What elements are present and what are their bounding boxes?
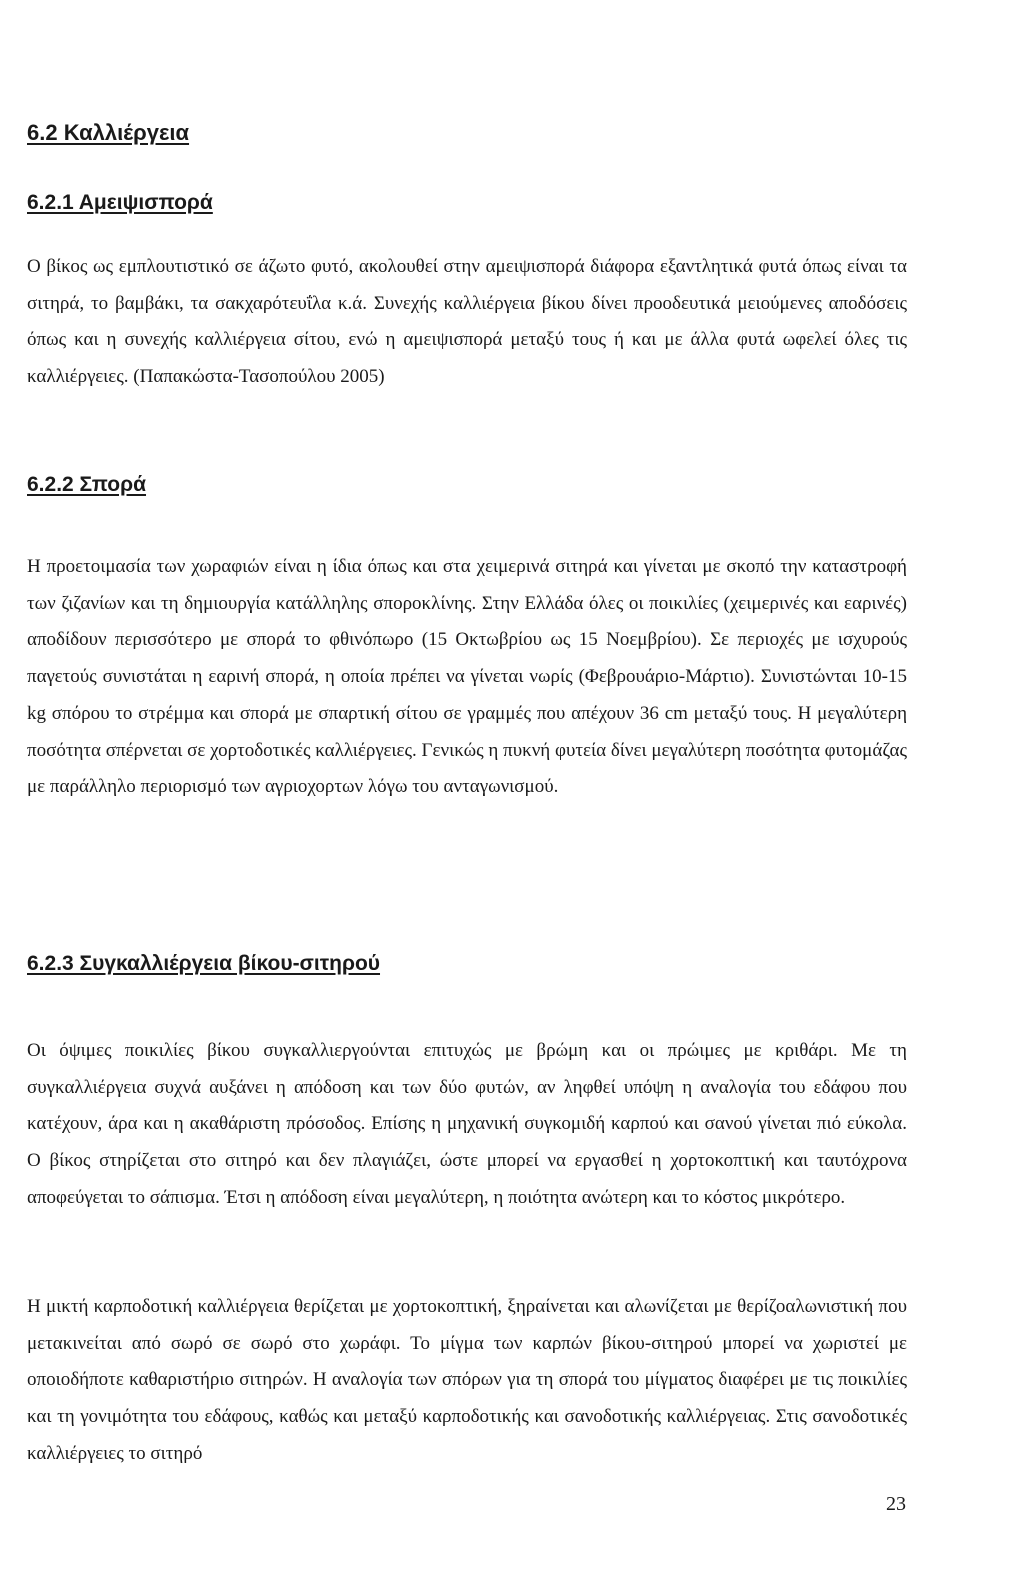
paragraph-sowing: Η προετοιμασία των χωραφιών είναι η ίδια όπως και στα χειμερινά σιτηρά και γίνεται με σκοπό την καταστροφή των ζιζανίων και τη δημιουργία κατάλληλης σποροκλίνης. Στην Ελλάδα όλες οι ποικιλίες (χειμερινές και εαρινές) αποδίδουν περισσότερο με σπορά το φθινόπωρο (15 Οκτωβρίου ως 15 Νοεμβρίου). Σε περιοχές με ισχυρούς παγετούς συνιστάται η εαρινή σπορά, η οποία πρέπει να γίνεται νωρίς (Φεβρουάριο-Μάρτιο). Συνιστώνται 10-15 kg σπόρου το στρέμμα και σπορά με σπαρτική σίτου σε γραμμές που απέχουν 36 cm μεταξύ τους. Η μεγαλύτερη ποσότητα σπέρνεται σε χορτοδοτικές καλλιέργειες. Γενικώς η πυκνή φυτεία δίνει μεγαλύτερη ποσότητα φυτομάζας με παράλληλο περιορισμό των αγριοχορτων λόγω του ανταγωνισμού.	[27, 556, 907, 798]
section-title: 6.2 Καλλιέργεια	[27, 120, 190, 145]
subsection-heading-crop-rotation: 6.2.1 Αμειψισπορά	[27, 191, 213, 214]
subsection-heading-sowing: 6.2.2 Σπορά	[27, 473, 147, 496]
paragraph-intercropping-harvest: Η μικτή καρποδοτική καλλιέργεια θερίζεται με χορτοκοπτική, ξηραίνεται και αλωνίζεται με θερίζοαλωνιστική που μετακινείται από σωρό σε σωρό στο χωράφι. Το μίγμα των καρπών βίκου-σιτηρού μπορεί να χωριστεί με οποιοδήποτε καθαριστήριο σιτηρών. Η αναλογία των σπόρων για τη σπορά του μίγματος διαφέρει με τις ποικιλίες και τη γονιμότητα του εδάφους, καθώς και μεταξύ καρποδοτικής και σανοδοτικής καλλιέργειας. Στις σανοδοτικές καλλιέργειες το σιτηρό	[27, 1296, 907, 1464]
paragraph-crop-rotation: Ο βίκος ως εμπλουτιστικό σε άζωτο φυτό, ακολουθεί στην αμειψισπορά διάφορα εξαντλητικά φυτά όπως είναι τα σιτηρά, το βαμβάκι, τα σακχαρότευΐλα κ.ά. Συνεχής καλλιέργεια βίκου δίνει προοδευτικά μειούμενες αποδόσεις όπως και η συνεχής καλλιέργεια σίτου, ενώ η αμειψισπορά μεταξύ τους ή και με άλλα φυτά ωφελεί όλες τις καλλιέργειες. (Παπακώστα-Τασοπούλου 2005)	[27, 256, 907, 388]
paragraph-intercropping-benefits: Οι όψιμες ποικιλίες βίκου συγκαλλιεργούνται επιτυχώς με βρώμη και οι πρώιμες με κριθάρι. Με τη συγκαλλιέργεια συχνά αυξάνει η απόδοση και των δύο φυτών, αν ληφθεί υπόψη η αναλογία του εδάφου που κατέχουν, άρα και η ακαθάριστη πρόσοδος. Επίσης η μηχανική συγκομιδή καρπού και σανού γίνεται πιό εύκολα. Ο βίκος στηρίζεται στο σιτηρό και δεν πλαγιάζει, ώστε μπορεί να εργασθεί η χορτοκοπτική και ταυτόχρονα αποφεύγεται το σάπισμα. Έτσι η απόδοση είναι μεγαλύτερη, η ποιότητα ανώτερη και το κόστος μικρότερο.	[27, 1040, 907, 1208]
page-number: 23	[886, 1493, 906, 1515]
subsection-heading-intercropping: 6.2.3 Συγκαλλιέργεια βίκου-σιτηρού	[27, 952, 381, 975]
